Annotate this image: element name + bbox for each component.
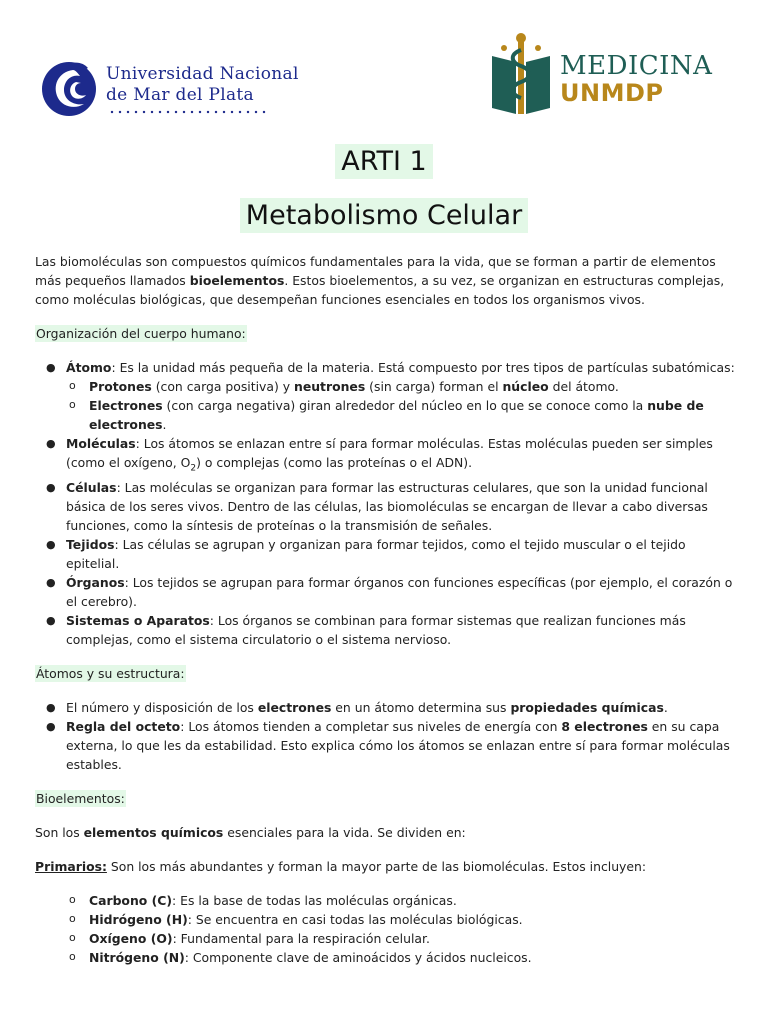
list-item-hidrogeno [89, 910, 735, 929]
nube-term: nube de electrones [89, 398, 704, 432]
medicina-emblem-icon [488, 32, 554, 116]
section-heading-text: Organización del cuerpo humano: [36, 326, 246, 341]
document-subtitle-text: Metabolismo Celular [240, 198, 528, 233]
primarios-paragraph [35, 857, 735, 876]
list-item-celulas [66, 478, 735, 535]
list-item-carbono [89, 891, 735, 910]
document-title [0, 146, 768, 177]
bio-text-2: esenciales para la vida. Se dividen en: [223, 825, 466, 841]
item1-bold-1: electrones [257, 700, 332, 716]
nucleo-term: núcleo [502, 379, 549, 394]
carbono-desc: : Es la base de todas las moléculas orgánicas. [172, 893, 457, 909]
unmdp-emblem-icon [40, 60, 102, 118]
list-item-tejidos [66, 535, 735, 573]
unmdp-logo-dots [108, 110, 270, 114]
list-item-oxigeno [89, 929, 735, 948]
nitrogeno-desc: : Componente clave de aminoácidos y ácidos nucleicos. [184, 950, 532, 966]
list-item-numero-electrones [66, 698, 735, 717]
tejidos-term: Tejidos [66, 537, 115, 553]
organos-desc: : Los tejidos se agrupan para formar órganos con funciones específicas (por ejemplo, el corazón o el cerebro). [66, 575, 733, 610]
protones-text-2: (sin carga) forman el [365, 379, 503, 394]
moleculas-term: Moléculas [66, 436, 136, 451]
hidrogeno-term: Hidrógeno (H) [89, 912, 188, 928]
item1-text-2: en un átomo determina sus [331, 700, 511, 716]
list-item-nitrogeno [89, 948, 735, 967]
medicina-logo [488, 32, 728, 118]
oxygen-subscript: 2 [190, 463, 197, 474]
item2-bold-1: Regla del octeto [66, 719, 181, 735]
bioelementos-paragraph [35, 823, 735, 842]
primarios-label: Primarios [35, 859, 102, 875]
primarios-list [35, 891, 735, 967]
celulas-desc: : Las moléculas se organizan para formar las estructuras celulares, que son la unidad funcional básica de los seres vivos. Dentro de las células, las biomoléculas se encargan de llevar a cabo diversas funciones, como la síntesis de proteínas o la transmisión de señales. [66, 480, 708, 534]
medicina-logo-line1: MEDICINA [560, 51, 713, 81]
intro-text-2: . Estos bioelementos, a su vez, se organizan en estructuras complejas, como moléculas biológicas, que desempeñan funciones esenciales en todos los organismos vivos. [35, 273, 725, 307]
primarios-desc: Son los más abundantes y forman la mayor parte de las biomoléculas. Estos incluyen: [106, 859, 647, 875]
item2-text-2: en su capa externa, lo que les da estabilidad. Esto explica cómo los átomos se enlazan entre sí para formar moléculas estables. [66, 719, 730, 773]
electrones-text-2: . [162, 417, 167, 432]
tejidos-desc: : Las células se agrupan y organizan para formar tejidos, como el tejido muscular o el tejido epitelial. [66, 537, 686, 572]
list-item-regla-octeto [66, 717, 735, 774]
intro-text-1: Las biomoléculas son compuestos químicos fundamentales para la vida, que se forman a partir de elementos más pequeños llamados [35, 254, 716, 288]
protones-term: Protones [89, 379, 152, 394]
medicina-logo-line2: UNMDP [560, 79, 664, 107]
list-item-organos [66, 573, 735, 611]
item1-text-1: El número y disposición de los [66, 700, 258, 716]
atomo-sublist [66, 377, 735, 434]
item1-bold-2: propiedades químicas [510, 700, 664, 716]
organizacion-list [35, 358, 735, 649]
list-item-sistemas [66, 611, 735, 649]
document-title-text: ARTI 1 [335, 144, 432, 179]
bio-text-1: Son los [35, 825, 84, 841]
list-item-electrones [89, 396, 735, 434]
atomo-term: Átomo [66, 360, 112, 375]
section-heading-text: Átomos y su estructura: [36, 666, 185, 682]
sistemas-desc: : Los órganos se combinan para formar sistemas que realizan funciones más complejas, como el sistema circulatorio o el sistema nervioso. [66, 613, 686, 648]
list-item-atomo [66, 358, 735, 434]
electrones-term: Electrones [89, 398, 163, 413]
bio-bold: elementos químicos [83, 825, 224, 841]
section-heading-atomos [35, 664, 735, 683]
list-item-protones [89, 377, 735, 396]
atomo-desc: : Es la unidad más pequeña de la materia. Está compuesto por tres tipos de partículas subatómicas: [111, 360, 735, 375]
sistemas-term: Sistemas o Aparatos [66, 613, 210, 629]
hidrogeno-desc: : Se encuentra en casi todas las moléculas biológicas. [187, 912, 523, 928]
organos-term: Órganos [66, 575, 125, 591]
primarios-colon: : [101, 859, 107, 875]
nitrogeno-term: Nitrógeno (N) [89, 950, 185, 966]
item2-text-1: : Los átomos tienden a completar sus niveles de energía con [180, 719, 562, 735]
carbono-term: Carbono (C) [89, 893, 173, 909]
atomos-list [35, 698, 735, 774]
section-heading-text: Bioelementos: [36, 791, 125, 807]
unmdp-logo-line2: de Mar del Plata [106, 85, 254, 105]
celulas-term: Células [66, 480, 117, 496]
oxigeno-term: Oxígeno (O) [89, 931, 173, 947]
neutrones-term: neutrones [294, 379, 366, 394]
protones-text-1: (con carga positiva) y [151, 379, 295, 394]
oxigeno-desc: : Fundamental para la respiración celular. [172, 931, 430, 947]
page-header [0, 0, 768, 130]
moleculas-text-2: ) o complejas (como las proteínas o el ADN). [196, 455, 473, 470]
list-item-moleculas [66, 434, 735, 478]
protones-text-3: del átomo. [548, 379, 619, 394]
unmdp-logo-line1: Universidad Nacional [106, 64, 299, 84]
unmdp-logo [40, 58, 330, 118]
document-subtitle [0, 200, 768, 231]
section-heading-organizacion [35, 324, 735, 343]
section-heading-bioelementos [35, 789, 735, 808]
item1-text-3: . [663, 700, 668, 716]
moleculas-text-1: : Los átomos se enlazan entre sí para formar moléculas. Estas moléculas pueden ser simples (como el oxígeno, O [66, 436, 713, 470]
intro-paragraph [35, 252, 735, 309]
item2-bold-2: 8 electrones [561, 719, 648, 735]
document-body [35, 252, 735, 967]
electrones-text-1: (con carga negativa) giran alrededor del núcleo en lo que se conoce como la [162, 398, 648, 413]
intro-bold-bioelementos: bioelementos [189, 273, 285, 288]
